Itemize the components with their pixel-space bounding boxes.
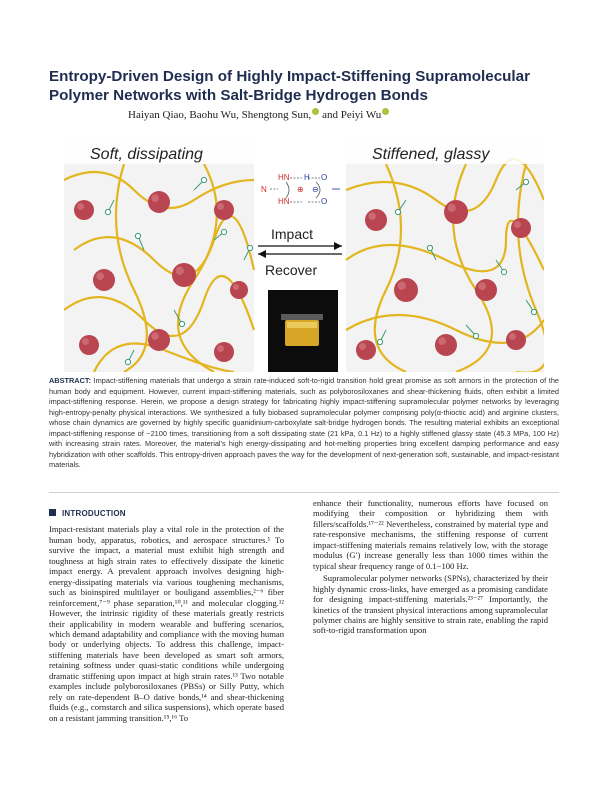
impact-label: Impact bbox=[271, 226, 314, 242]
pendant-group bbox=[523, 179, 528, 184]
arginine-cluster bbox=[511, 218, 531, 238]
pendant-group bbox=[377, 339, 382, 344]
arginine-cluster bbox=[148, 329, 170, 351]
sample-photo bbox=[268, 290, 338, 372]
arginine-cluster bbox=[444, 200, 468, 224]
arginine-cluster bbox=[172, 263, 196, 287]
cluster-highlight bbox=[77, 203, 84, 210]
molecule-hn-top: HN bbox=[278, 173, 290, 182]
salt-bridge-molecule bbox=[261, 173, 340, 206]
cluster-highlight bbox=[509, 333, 516, 340]
right-panel-label: Stiffened, glassy bbox=[372, 146, 490, 163]
molecule-n: N bbox=[261, 185, 267, 194]
cluster-highlight bbox=[398, 282, 406, 290]
arginine-cluster bbox=[214, 342, 234, 362]
cluster-highlight bbox=[217, 203, 224, 210]
arginine-cluster bbox=[93, 269, 115, 291]
author-name[interactable]: Shengtong Sun, bbox=[241, 109, 312, 121]
cluster-highlight bbox=[448, 204, 456, 212]
cluster-highlight bbox=[82, 338, 89, 345]
molecule-o-top: O bbox=[321, 173, 328, 182]
toc-graphic-svg bbox=[64, 140, 544, 372]
introduction-heading-text: INTRODUCTION bbox=[62, 509, 126, 518]
author-list bbox=[128, 108, 508, 121]
cluster-highlight bbox=[176, 267, 184, 275]
pendant-group bbox=[201, 177, 206, 182]
orcid-icon[interactable] bbox=[312, 108, 319, 115]
cluster-highlight bbox=[368, 212, 376, 220]
intro-paragraph: Supramolecular polymer networks (SPNs), characterized by their highly dynamic cross-links, have emerged as a promising candidate for designing impact-stiffening materials.²³⁻²⁷ Importantly, the kinetics of the transient physical interactions among supramolecular polymer chains are highly sensitive to strain rate, enabling the rapid soft-to-rigid transformation upon bbox=[313, 573, 548, 636]
toc-graphic bbox=[64, 140, 544, 372]
arginine-cluster bbox=[475, 279, 497, 301]
article-title: Entropy-Driven Design of Highly Impact-Stiffening Supramolecular Polymer Networks with Salt-Bridge Hydrogen Bonds bbox=[49, 68, 530, 104]
author-name[interactable]: Baohu Wu, bbox=[189, 109, 239, 121]
arginine-cluster bbox=[394, 278, 418, 302]
pendant-group bbox=[473, 333, 478, 338]
cluster-highlight bbox=[233, 284, 239, 290]
arginine-cluster bbox=[435, 334, 457, 356]
molecule-h: H bbox=[304, 173, 310, 182]
pendant-group bbox=[247, 245, 252, 250]
pendant-group bbox=[395, 209, 400, 214]
molecule-plus: ⊕ bbox=[297, 185, 304, 194]
arginine-cluster bbox=[214, 200, 234, 220]
recover-arrowhead bbox=[258, 250, 266, 258]
molecule-hn-bottom: HN bbox=[278, 197, 290, 206]
section-divider bbox=[49, 492, 559, 493]
pendant-group bbox=[531, 309, 536, 314]
introduction-heading bbox=[49, 509, 284, 519]
arginine-cluster bbox=[356, 340, 376, 360]
pendant-group bbox=[135, 233, 140, 238]
cluster-highlight bbox=[217, 345, 224, 352]
author-name[interactable]: Haiyan Qiao, bbox=[128, 109, 187, 121]
impact-recover-arrows bbox=[258, 226, 342, 278]
left-column bbox=[49, 509, 284, 725]
arginine-cluster bbox=[506, 330, 526, 350]
abstract-label: ABSTRACT: bbox=[49, 376, 92, 385]
cluster-highlight bbox=[514, 221, 521, 228]
pendant-group bbox=[179, 321, 184, 326]
left-panel-label: Soft, dissipating bbox=[90, 146, 203, 163]
cluster-highlight bbox=[478, 282, 486, 290]
intro-paragraph: enhance their functionality, numerous efforts have focused on modifying their composition or hybridizing them with fillers/scaffolds.¹⁷⁻²² Nevertheless, constrained by material type and rate-responsive mechanisms, the stiffening response of current impact-stiffening materials remains relatively low, with the storage modulus (G′) increase generally less than 1000 times within the typical shear frequency range of 0.1−100 Hz. bbox=[313, 498, 548, 571]
molecule-o-bottom: O bbox=[321, 197, 328, 206]
cluster-highlight bbox=[151, 194, 159, 202]
recover-label: Recover bbox=[265, 262, 318, 278]
pendant-group bbox=[221, 229, 226, 234]
pendant-group bbox=[125, 359, 130, 364]
right-column bbox=[313, 498, 548, 638]
impact-arrowhead bbox=[334, 242, 342, 250]
arginine-cluster bbox=[365, 209, 387, 231]
pendant-group bbox=[105, 209, 110, 214]
author-name[interactable]: and Peiyi Wu bbox=[322, 109, 382, 121]
pendant-group bbox=[501, 269, 506, 274]
arginine-cluster bbox=[230, 281, 248, 299]
cluster-highlight bbox=[438, 337, 446, 345]
arginine-cluster bbox=[79, 335, 99, 355]
cluster-highlight bbox=[96, 272, 104, 280]
molecule-minus: ⊖ bbox=[312, 185, 319, 194]
cluster-highlight bbox=[359, 343, 366, 350]
cluster-highlight bbox=[151, 332, 159, 340]
intro-paragraph: Impact-resistant materials play a vital role in the protection of the human body, apparatus, robotics, and aerospace structures.¹ To survive the impact, a material must exhibit high strength and toughness at high strain rates to effectively dissipate the kinetic impact energy. A prevalent approach involves designing high-energy-dissipating materials via various toughening mechanisms, such as bioinspired multilayer or bouligand assemblies,²⁻⁶ fiber reinforcement,⁷⁻⁹ phase separation,¹⁰,¹¹ and molecular clogging.¹² However, the intrinsic rigidity of these materials greatly restricts their applicability in modern wearable and buffering scenarios, which demand adaptability and compliance with the moving human body or underlying objects. To address this challenge, impact-stiffening materials have been developed as smart soft armors, retaining softness under quasi-static conditions while undergoing dramatic stiffening upon impact at high strain rates.¹³ Two notable examples include polyborosiloxanes (PBSs) or Silly Putty, which rely on rate-dependent B–O dative bonds,¹⁴ and shear-thickening fluids (e.g., cornstarch and silica suspensions), which operate based on a resistant jamming transition.¹⁵,¹⁶ To bbox=[49, 524, 284, 723]
orcid-icon[interactable] bbox=[382, 108, 389, 115]
abstract-text: Impact-stiffening materials that undergo a strain rate-induced soft-to-rigid transition hold great promise as soft armors in the protection of the human body and equipment. However, current impact-stiffening materials, such as polyborosiloxanes and shear-thickening fluids, often exhibit a limited impact-stiffening response. Herein, we propose a design strategy for fabricating highly impact-stiffening supramolecular polymer networks by leveraging high-entropy-penalty physical interactions. We synthesized a fully biobased supramolecular polymer comprising poly(α-thioctic acid) and arginine clusters, whose chain dynamics are governed by highly specific guanidinium-carboxylate salt-bridge hydrogen bonds. The resulting material exhibits an exceptional impact-stiffening response of ~2100 times, transitioning from a soft dissipating state (21 kPa, 0.1 Hz) to a highly stiffened glassy state (45.3 MPa, 100 Hz) with increasing strain rates. Moreover, the material's high energy-dissipating and hot-melting properties bring excellent damping performance and easy hybridization with other scaffolds. This entropy-driven approach paves the way for the development of next-generation soft, sustainable, and impact-resistant materials. bbox=[49, 376, 559, 469]
abstract bbox=[49, 376, 559, 471]
pendant-group bbox=[427, 245, 432, 250]
section-square-icon bbox=[49, 509, 56, 516]
arginine-cluster bbox=[74, 200, 94, 220]
arginine-cluster bbox=[148, 191, 170, 213]
